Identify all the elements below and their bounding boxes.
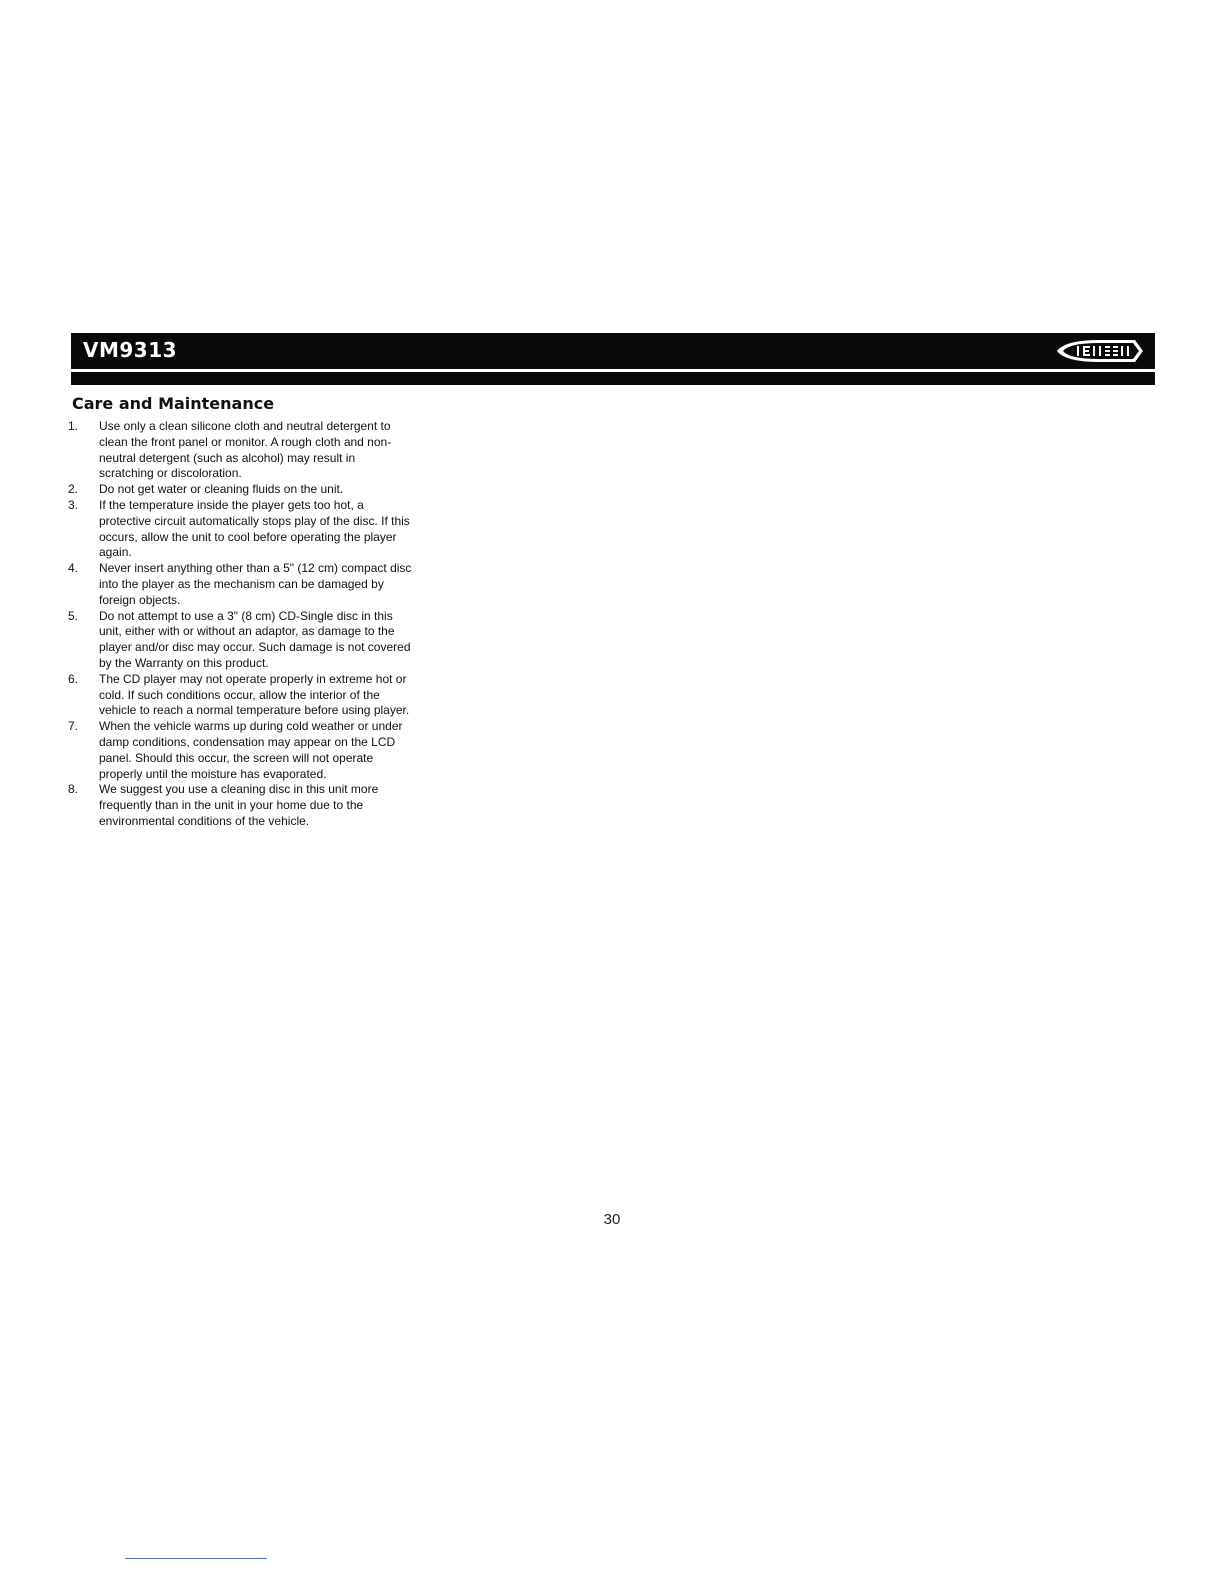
item-text: We suggest you use a cleaning disc in this unit more frequently than in the unit in your home due to the environmental conditions of the vehicle. xyxy=(99,782,379,828)
item-text: Use only a clean silicone cloth and neutral detergent to clean the front panel or monitor. A rough cloth and non-neutral detergent (such as alcohol) may result in scratching or discoloration. xyxy=(99,419,392,481)
item-text: Do not attempt to use a 3" (8 cm) CD-Single disc in this unit, either with or without an adaptor, as damage to the player and/or disc may occur. Such damage is not covered by the Warranty on this product. xyxy=(99,608,411,670)
list-item xyxy=(68,419,413,482)
header-underline xyxy=(71,372,1155,385)
item-number: 8. xyxy=(68,782,79,797)
item-text: If the temperature inside the player gets too hot, a protective circuit automatically stops play of the disc. If this occurs, allow the unit to cool before operating the player again. xyxy=(99,497,410,560)
header-bar xyxy=(71,333,1155,369)
item-text: The CD player may not operate properly in extreme hot or cold. If such conditions occur, allow the interior of the vehicle to reach a normal temperature before using player. xyxy=(99,671,410,718)
item-number: 3. xyxy=(68,497,79,512)
footer-rule xyxy=(125,1558,267,1559)
list-item xyxy=(68,672,413,719)
item-text: Do not get water or cleaning fluids on the unit. xyxy=(99,482,344,497)
item-number: 5. xyxy=(68,608,79,623)
item-number: 6. xyxy=(68,671,79,686)
item-number: 7. xyxy=(68,719,79,734)
list-item xyxy=(68,482,413,498)
item-text: Never insert anything other than a 5" (12 cm) compact disc into the player as the mechanism can be damaged by foreign objects. xyxy=(99,561,412,607)
list-item xyxy=(68,498,413,561)
model-number: VM9313 xyxy=(83,338,178,362)
jensen-logo-icon xyxy=(1055,338,1145,364)
list-item xyxy=(68,719,413,782)
section-title: Care and Maintenance xyxy=(72,394,275,413)
list-item xyxy=(68,609,413,672)
item-number: 4. xyxy=(68,561,79,576)
item-number: 1. xyxy=(68,419,79,433)
item-text: When the vehicle warms up during cold weather or under damp conditions, condensation may appear on the LCD panel. Should this occur, the screen will not operate properly until the moisture has evaporated. xyxy=(99,719,403,781)
page-number: 30 xyxy=(603,1211,621,1228)
list-item xyxy=(68,782,413,829)
item-number: 2. xyxy=(68,482,79,497)
care-list xyxy=(68,419,413,830)
list-item xyxy=(68,561,413,608)
